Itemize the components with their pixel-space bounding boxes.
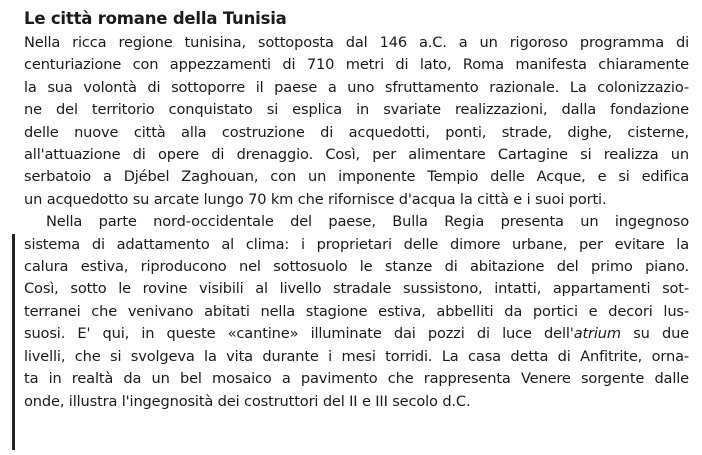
text-segment: suosi. E' qui, in queste «cantine» illuminate dai pozzi di luce dell' bbox=[24, 325, 574, 343]
paragraph-2 bbox=[24, 211, 689, 413]
text-line: un acquedotto su arcate lungo 70 km che rifornisce d'acqua la città e i suoi porti. bbox=[24, 190, 607, 208]
text-line bbox=[24, 323, 689, 345]
text-segment: su due bbox=[620, 325, 689, 343]
text-line: all'attuazione di opere di drenaggio. Così, per alimentare Cartagine si realizza un bbox=[24, 146, 689, 164]
text-line: Così, sotto le rovine visibili al livello stradale sussistono, intatti, appartamenti sot- bbox=[24, 280, 689, 298]
paragraph-1 bbox=[24, 32, 689, 211]
text-line: livelli, che si svolgeva la vita durante i mesi torridi. La casa detta di Anfitrite, orna- bbox=[24, 347, 689, 365]
text-line: terranei che venivano abitati nella stagione estiva, abbelliti da portici e decori lus- bbox=[24, 302, 689, 320]
text-line: Nella ricca regione tunisina, sottoposta dal 146 a.C. a un rigoroso programma di bbox=[24, 34, 689, 51]
text-line: Nella parte nord-occidentale del paese, Bulla Regia presenta un ingegnoso bbox=[46, 213, 689, 231]
text-line: serbatoio a Djébel Zaghouan, con un imponente Tempio delle Acque, e si edifica bbox=[24, 168, 689, 186]
document-page bbox=[24, 8, 689, 413]
text-line: centuriazione con appezzamenti di 710 metri di lato, Roma manifesta chiaramente bbox=[24, 56, 689, 74]
text-line: ta in realtà da un bel mosaico a pavimento che rappresenta Venere sorgente dalle bbox=[24, 370, 689, 388]
text-line: sistema di adattamento al clima: i proprietari delle dimore urbane, per evitare la bbox=[24, 235, 689, 253]
text-line: la sua volontà di sottoporre il paese a uno sfruttamento razionale. La colonizzazio- bbox=[24, 78, 689, 96]
italic-term: atrium bbox=[573, 325, 621, 343]
text-line: onde, illustra l'ingegnosità dei costruttori del II e III secolo d.C. bbox=[24, 392, 471, 410]
text-line: delle nuove città alla costruzione di acquedotti, ponti, strade, dighe, cisterne, bbox=[24, 123, 689, 141]
section-title: Le città romane della Tunisia bbox=[24, 9, 287, 28]
margin-rule bbox=[12, 234, 15, 450]
text-line: ne del territorio conquistato si esplica in svariate realizzazioni, dalla fondazione bbox=[24, 101, 689, 119]
text-line: calura estiva, riproducono nel sottosuolo le stanze di abitazione del primo piano. bbox=[24, 258, 689, 276]
